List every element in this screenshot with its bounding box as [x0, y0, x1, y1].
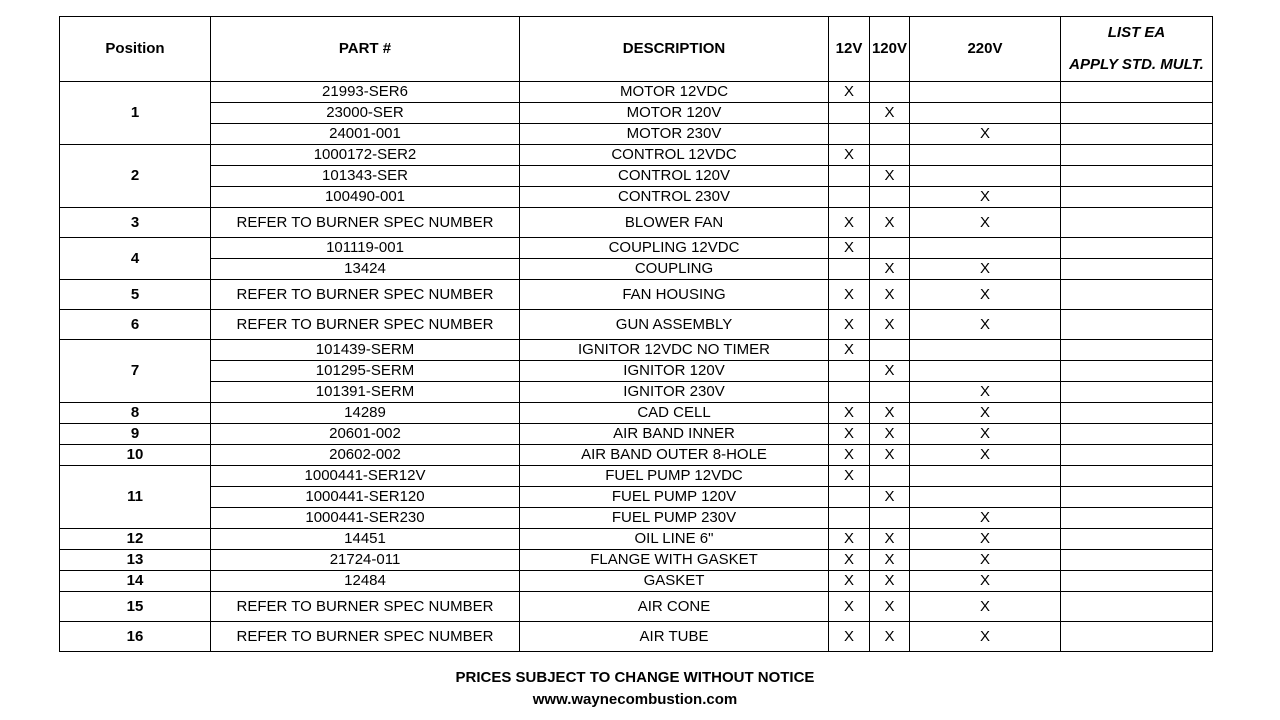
list-price-cell — [1061, 124, 1213, 145]
part-number-cell: REFER TO BURNER SPEC NUMBER — [211, 310, 520, 340]
list-price-cell — [1061, 82, 1213, 103]
position-cell: 13 — [60, 550, 211, 571]
part-number-cell: 20602-002 — [211, 445, 520, 466]
header-description: DESCRIPTION — [520, 17, 829, 82]
part-number-cell: 23000-SER — [211, 103, 520, 124]
position-cell: 14 — [60, 571, 211, 592]
position-cell: 11 — [60, 466, 211, 529]
position-cell: 2 — [60, 145, 211, 208]
description-cell: CONTROL 120V — [520, 166, 829, 187]
table-row — [60, 622, 1213, 652]
description-cell: CONTROL 12VDC — [520, 145, 829, 166]
header-list-line1: LIST EA — [1107, 24, 1166, 41]
voltage-120v-cell — [870, 466, 910, 487]
part-number-cell: 12484 — [211, 571, 520, 592]
table-row — [60, 124, 1213, 145]
table-row — [60, 166, 1213, 187]
table-row — [60, 361, 1213, 382]
voltage-220v-cell: X — [910, 187, 1061, 208]
list-price-cell — [1061, 382, 1213, 403]
position-cell: 12 — [60, 529, 211, 550]
part-number-cell: 101343-SER — [211, 166, 520, 187]
list-price-cell — [1061, 403, 1213, 424]
voltage-220v-cell: X — [910, 403, 1061, 424]
voltage-12v-cell: X — [829, 238, 870, 259]
voltage-220v-cell: X — [910, 424, 1061, 445]
table-row — [60, 280, 1213, 310]
voltage-220v-cell: X — [910, 445, 1061, 466]
table-row — [60, 403, 1213, 424]
header-120v: 120V — [870, 17, 910, 82]
part-number-cell: 101391-SERM — [211, 382, 520, 403]
part-number-cell: 20601-002 — [211, 424, 520, 445]
voltage-12v-cell: X — [829, 529, 870, 550]
voltage-120v-cell — [870, 187, 910, 208]
description-cell: AIR BAND INNER — [520, 424, 829, 445]
header-220v: 220V — [910, 17, 1061, 82]
table-row — [60, 382, 1213, 403]
voltage-120v-cell: X — [870, 592, 910, 622]
description-cell: MOTOR 230V — [520, 124, 829, 145]
table-row — [60, 145, 1213, 166]
table-row — [60, 571, 1213, 592]
table-row — [60, 487, 1213, 508]
list-price-cell — [1061, 622, 1213, 652]
list-price-cell — [1061, 571, 1213, 592]
description-cell: FAN HOUSING — [520, 280, 829, 310]
voltage-220v-cell: X — [910, 382, 1061, 403]
table-row — [60, 550, 1213, 571]
table-row — [60, 592, 1213, 622]
list-price-cell — [1061, 361, 1213, 382]
list-price-cell — [1061, 208, 1213, 238]
voltage-220v-cell — [910, 361, 1061, 382]
description-cell: IGNITOR 12VDC NO TIMER — [520, 340, 829, 361]
description-cell: OIL LINE 6" — [520, 529, 829, 550]
voltage-120v-cell — [870, 82, 910, 103]
voltage-120v-cell — [870, 238, 910, 259]
description-cell: FUEL PUMP 120V — [520, 487, 829, 508]
table-row — [60, 445, 1213, 466]
part-number-cell: 100490-001 — [211, 187, 520, 208]
position-cell: 16 — [60, 622, 211, 652]
voltage-120v-cell: X — [870, 622, 910, 652]
position-cell: 6 — [60, 310, 211, 340]
list-price-cell — [1061, 550, 1213, 571]
voltage-120v-cell: X — [870, 103, 910, 124]
table-row — [60, 424, 1213, 445]
voltage-12v-cell: X — [829, 466, 870, 487]
voltage-220v-cell — [910, 238, 1061, 259]
position-cell: 15 — [60, 592, 211, 622]
voltage-12v-cell — [829, 508, 870, 529]
voltage-220v-cell — [910, 466, 1061, 487]
voltage-120v-cell — [870, 340, 910, 361]
price-notice: PRICES SUBJECT TO CHANGE WITHOUT NOTICE — [455, 669, 815, 686]
voltage-220v-cell — [910, 82, 1061, 103]
position-cell: 9 — [60, 424, 211, 445]
part-number-cell: 21993-SER6 — [211, 82, 520, 103]
description-cell: BLOWER FAN — [520, 208, 829, 238]
description-cell: FLANGE WITH GASKET — [520, 550, 829, 571]
voltage-220v-cell: X — [910, 529, 1061, 550]
table-row — [60, 103, 1213, 124]
voltage-120v-cell: X — [870, 403, 910, 424]
voltage-120v-cell — [870, 145, 910, 166]
description-cell: GASKET — [520, 571, 829, 592]
part-number-cell: 24001-001 — [211, 124, 520, 145]
voltage-12v-cell: X — [829, 82, 870, 103]
voltage-12v-cell: X — [829, 550, 870, 571]
voltage-220v-cell: X — [910, 208, 1061, 238]
voltage-12v-cell — [829, 124, 870, 145]
voltage-120v-cell: X — [870, 208, 910, 238]
description-cell: FUEL PUMP 12VDC — [520, 466, 829, 487]
position-cell: 8 — [60, 403, 211, 424]
website-url: www.waynecombustion.com — [532, 691, 738, 708]
voltage-220v-cell — [910, 145, 1061, 166]
voltage-12v-cell — [829, 187, 870, 208]
header-list-price — [1061, 17, 1213, 82]
list-price-cell — [1061, 340, 1213, 361]
list-price-cell — [1061, 445, 1213, 466]
voltage-220v-cell: X — [910, 280, 1061, 310]
header-part-number: PART # — [211, 17, 520, 82]
list-price-cell — [1061, 103, 1213, 124]
voltage-220v-cell: X — [910, 550, 1061, 571]
list-price-cell — [1061, 424, 1213, 445]
header-row — [60, 17, 1213, 82]
voltage-120v-cell: X — [870, 445, 910, 466]
voltage-220v-cell — [910, 487, 1061, 508]
voltage-120v-cell: X — [870, 361, 910, 382]
voltage-220v-cell: X — [910, 592, 1061, 622]
table-row — [60, 508, 1213, 529]
voltage-220v-cell — [910, 166, 1061, 187]
voltage-120v-cell — [870, 382, 910, 403]
voltage-12v-cell: X — [829, 571, 870, 592]
voltage-120v-cell: X — [870, 487, 910, 508]
voltage-12v-cell: X — [829, 445, 870, 466]
part-number-cell: 14451 — [211, 529, 520, 550]
part-number-cell: 1000441-SER120 — [211, 487, 520, 508]
table-row — [60, 340, 1213, 361]
voltage-12v-cell: X — [829, 592, 870, 622]
voltage-12v-cell: X — [829, 310, 870, 340]
table-row — [60, 187, 1213, 208]
description-cell: IGNITOR 230V — [520, 382, 829, 403]
list-price-cell — [1061, 166, 1213, 187]
voltage-12v-cell — [829, 166, 870, 187]
table-row — [60, 208, 1213, 238]
list-price-cell — [1061, 259, 1213, 280]
part-number-cell: 1000172-SER2 — [211, 145, 520, 166]
part-number-cell: 101119-001 — [211, 238, 520, 259]
voltage-220v-cell: X — [910, 259, 1061, 280]
voltage-12v-cell — [829, 382, 870, 403]
part-number-cell: 21724-011 — [211, 550, 520, 571]
part-number-cell: 14289 — [211, 403, 520, 424]
description-cell: COUPLING 12VDC — [520, 238, 829, 259]
table-row — [60, 82, 1213, 103]
voltage-12v-cell — [829, 103, 870, 124]
voltage-120v-cell: X — [870, 310, 910, 340]
part-number-cell: REFER TO BURNER SPEC NUMBER — [211, 622, 520, 652]
voltage-220v-cell: X — [910, 508, 1061, 529]
voltage-12v-cell: X — [829, 424, 870, 445]
voltage-12v-cell — [829, 361, 870, 382]
voltage-12v-cell — [829, 487, 870, 508]
position-cell: 5 — [60, 280, 211, 310]
description-cell: MOTOR 120V — [520, 103, 829, 124]
header-position: Position — [60, 17, 211, 82]
description-cell: FUEL PUMP 230V — [520, 508, 829, 529]
part-number-cell: 101439-SERM — [211, 340, 520, 361]
voltage-120v-cell: X — [870, 529, 910, 550]
voltage-12v-cell — [829, 259, 870, 280]
parts-table — [59, 16, 1213, 652]
part-number-cell: REFER TO BURNER SPEC NUMBER — [211, 208, 520, 238]
description-cell: GUN ASSEMBLY — [520, 310, 829, 340]
list-price-cell — [1061, 487, 1213, 508]
description-cell: COUPLING — [520, 259, 829, 280]
position-cell: 1 — [60, 82, 211, 145]
part-number-cell: 13424 — [211, 259, 520, 280]
part-number-cell: 1000441-SER12V — [211, 466, 520, 487]
voltage-120v-cell: X — [870, 166, 910, 187]
voltage-120v-cell: X — [870, 280, 910, 310]
description-cell: AIR CONE — [520, 592, 829, 622]
list-price-cell — [1061, 145, 1213, 166]
list-price-cell — [1061, 187, 1213, 208]
parts-body — [60, 82, 1213, 652]
description-cell: CONTROL 230V — [520, 187, 829, 208]
list-price-cell — [1061, 466, 1213, 487]
list-price-cell — [1061, 529, 1213, 550]
voltage-120v-cell: X — [870, 550, 910, 571]
voltage-12v-cell: X — [829, 403, 870, 424]
list-price-cell — [1061, 592, 1213, 622]
voltage-12v-cell: X — [829, 208, 870, 238]
voltage-120v-cell: X — [870, 424, 910, 445]
list-price-cell — [1061, 238, 1213, 259]
list-price-cell — [1061, 280, 1213, 310]
header-list-line2: APPLY STD. MULT. — [1069, 56, 1204, 73]
voltage-120v-cell: X — [870, 571, 910, 592]
part-number-cell: 101295-SERM — [211, 361, 520, 382]
voltage-220v-cell: X — [910, 571, 1061, 592]
voltage-12v-cell: X — [829, 622, 870, 652]
voltage-220v-cell — [910, 340, 1061, 361]
voltage-220v-cell — [910, 103, 1061, 124]
position-cell: 10 — [60, 445, 211, 466]
voltage-12v-cell: X — [829, 280, 870, 310]
voltage-220v-cell: X — [910, 310, 1061, 340]
table-row — [60, 529, 1213, 550]
voltage-12v-cell: X — [829, 145, 870, 166]
voltage-120v-cell: X — [870, 259, 910, 280]
table-row — [60, 238, 1213, 259]
description-cell: AIR TUBE — [520, 622, 829, 652]
voltage-120v-cell — [870, 508, 910, 529]
list-price-cell — [1061, 310, 1213, 340]
voltage-220v-cell: X — [910, 124, 1061, 145]
description-cell: CAD CELL — [520, 403, 829, 424]
part-number-cell: REFER TO BURNER SPEC NUMBER — [211, 280, 520, 310]
table-row — [60, 259, 1213, 280]
voltage-120v-cell — [870, 124, 910, 145]
table-row — [60, 466, 1213, 487]
header-12v: 12V — [829, 17, 870, 82]
table-row — [60, 310, 1213, 340]
part-number-cell: 1000441-SER230 — [211, 508, 520, 529]
position-cell: 3 — [60, 208, 211, 238]
position-cell: 7 — [60, 340, 211, 403]
list-price-cell — [1061, 508, 1213, 529]
description-cell: MOTOR 12VDC — [520, 82, 829, 103]
voltage-12v-cell: X — [829, 340, 870, 361]
position-cell: 4 — [60, 238, 211, 280]
description-cell: IGNITOR 120V — [520, 361, 829, 382]
description-cell: AIR BAND OUTER 8-HOLE — [520, 445, 829, 466]
voltage-220v-cell: X — [910, 622, 1061, 652]
part-number-cell: REFER TO BURNER SPEC NUMBER — [211, 592, 520, 622]
